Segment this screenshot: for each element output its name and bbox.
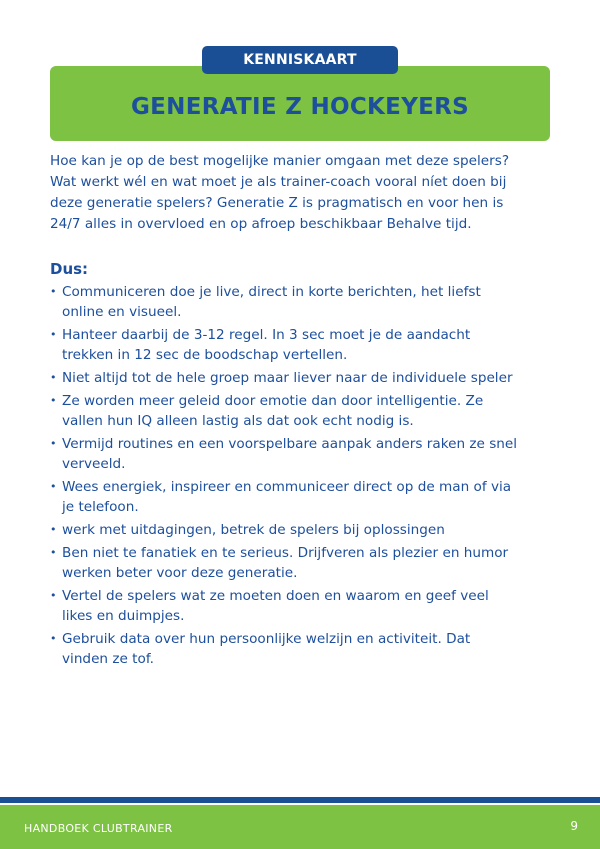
bullet-icon: • bbox=[50, 632, 57, 645]
list-item-text: Ben niet te fanatiek en te serieus. Drijfveren als plezier en humor werken beter voor deze generatie. bbox=[62, 545, 509, 581]
page-title: GENERATIE Z HOCKEYERS bbox=[130, 93, 470, 120]
bullet-list bbox=[50, 282, 520, 672]
list-item bbox=[50, 391, 520, 431]
section-heading: Dus: bbox=[50, 260, 89, 278]
list-item-text: Ze worden meer geleid door emotie dan door intelligentie. Ze vallen hun IQ alleen lastig als dat ook echt nodig is. bbox=[62, 393, 484, 429]
list-item bbox=[50, 477, 520, 517]
list-item-text: werk met uitdagingen, betrek de spelers bij oplossingen bbox=[62, 522, 445, 538]
list-item bbox=[50, 629, 520, 669]
bullet-icon: • bbox=[50, 328, 57, 341]
list-item bbox=[50, 520, 520, 540]
list-item-text: Niet altijd tot de hele groep maar liever naar de individuele speler bbox=[62, 370, 513, 386]
footer-handbook-title: HANDBOEK CLUBTRAINER bbox=[24, 822, 173, 835]
list-item bbox=[50, 325, 520, 365]
list-item bbox=[50, 368, 520, 388]
list-item-text: Wees energiek, inspireer en communiceer direct op de man of via je telefoon. bbox=[62, 479, 512, 515]
list-item-text: Vertel de spelers wat ze moeten doen en waarom en geef veel likes en duimpjes. bbox=[62, 588, 489, 624]
list-item bbox=[50, 586, 520, 626]
list-item-text: Vermijd routines en een voorspelbare aanpak anders raken ze snel verveeld. bbox=[62, 436, 518, 472]
bullet-icon: • bbox=[50, 371, 57, 384]
bullet-icon: • bbox=[50, 437, 57, 450]
bullet-icon: • bbox=[50, 394, 57, 407]
bullet-icon: • bbox=[50, 285, 57, 298]
footer bbox=[0, 805, 600, 849]
page-number: 9 bbox=[570, 819, 578, 833]
list-item-text: Communiceren doe je live, direct in korte berichten, het liefst online en visueel. bbox=[62, 284, 481, 320]
list-item-text: Gebruik data over hun persoonlijke welzijn en activiteit. Dat vinden ze tof. bbox=[62, 631, 471, 667]
bullet-icon: • bbox=[50, 546, 57, 559]
bullet-icon: • bbox=[50, 589, 57, 602]
list-item bbox=[50, 434, 520, 474]
list-item-text: Hanteer daarbij de 3-12 regel. In 3 sec moet je de aandacht trekken in 12 sec de boodschap vertellen. bbox=[62, 327, 471, 363]
bullet-icon: • bbox=[50, 480, 57, 493]
intro-paragraph: Hoe kan je op de best mogelijke manier omgaan met deze spelers? Wat werkt wél en wat moet je als trainer-coach vooral níet doen bij deze generatie spelers? Generatie Z is pragmatisch en voor hen is 24/7 alles in overvloed en op afroep beschikbaar Behalve tijd. bbox=[50, 153, 510, 232]
bullet-icon: • bbox=[50, 523, 57, 536]
list-item bbox=[50, 543, 520, 583]
title-banner bbox=[50, 66, 550, 141]
list-item bbox=[50, 282, 520, 322]
kenniskaart-badge: KENNISKAART bbox=[202, 46, 398, 74]
